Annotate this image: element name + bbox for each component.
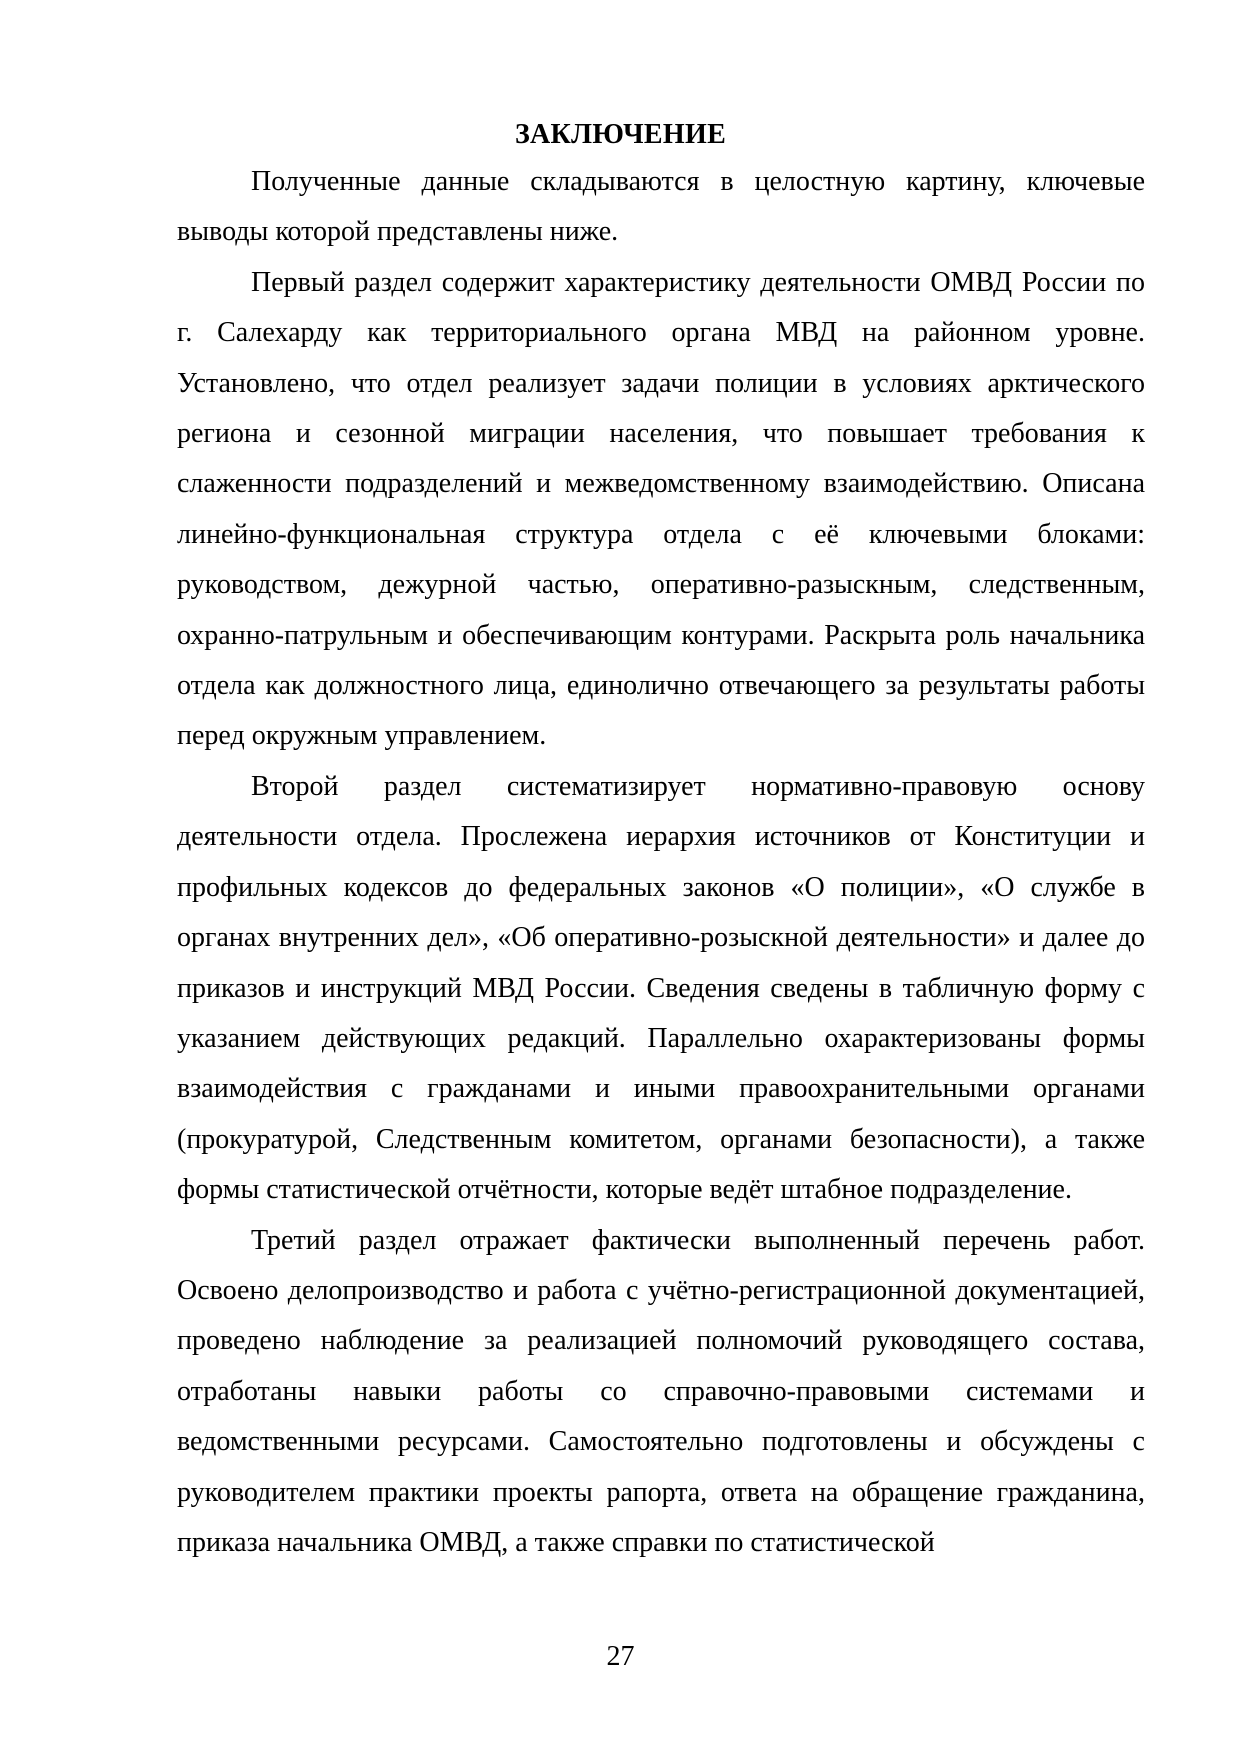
body-text — [177, 157, 1145, 1568]
paragraph-section-two: Второй раздел систематизирует нормативно-правовую основу деятельности отдела. Прослежена иерархия источников от Конституции и профильных кодексов до федеральных законов «О полиции», «О службе в органах внутренних дел», «Об оперативно-розыскной деятельности» и далее до приказов и инструкций МВД России. Сведения сведены в табличную форму с указанием действующих редакций. Параллельно охарактеризованы формы взаимодействия с гражданами и иными правоохранительными органами (прокуратурой, Следственным комитетом, органами безопасности), а также формы статистической отчётности, которые ведёт штабное подразделение. — [177, 770, 1145, 1206]
page-number: 27 — [606, 1641, 635, 1672]
paragraph-section-three: Третий раздел отражает фактически выполненный перечень работ. Освоено делопроизводство и работа с учётно-регистрационной документацией, проведено наблюдение за реализацией полномочий руководящего состава, отработаны навыки работы со справочно-правовыми системами и ведомственными ресурсами. Самостоятельно подготовлены и обсуждены с руководителем практики проекты рапорта, ответа на обращение гражданина, приказа начальника ОМВД, а также справки по статистической — [177, 1224, 1145, 1558]
paragraph-section-one: Первый раздел содержит характеристику деятельности ОМВД России по г. Салехарду как территориального органа МВД на районном уровне. Установлено, что отдел реализует задачи полиции в условиях арктического региона и сезонной миграции населения, что повышает требования к слаженности подразделений и межведомственному взаимодействию. Описана линейно-функциональная структура отдела с её ключевыми блоками: руководством, дежурной частью, оперативно-разыскным, следственным, охранно-патрульным и обеспечивающим контурами. Раскрыта роль начальника отдела как должностного лица, единолично отвечающего за результаты работы перед окружным управлением. — [177, 266, 1145, 752]
paragraph-intro: Полученные данные складываются в целостную картину, ключевые выводы которой представлены ниже. — [177, 166, 1145, 248]
section-heading: ЗАКЛЮЧЕНИЕ — [514, 119, 727, 150]
